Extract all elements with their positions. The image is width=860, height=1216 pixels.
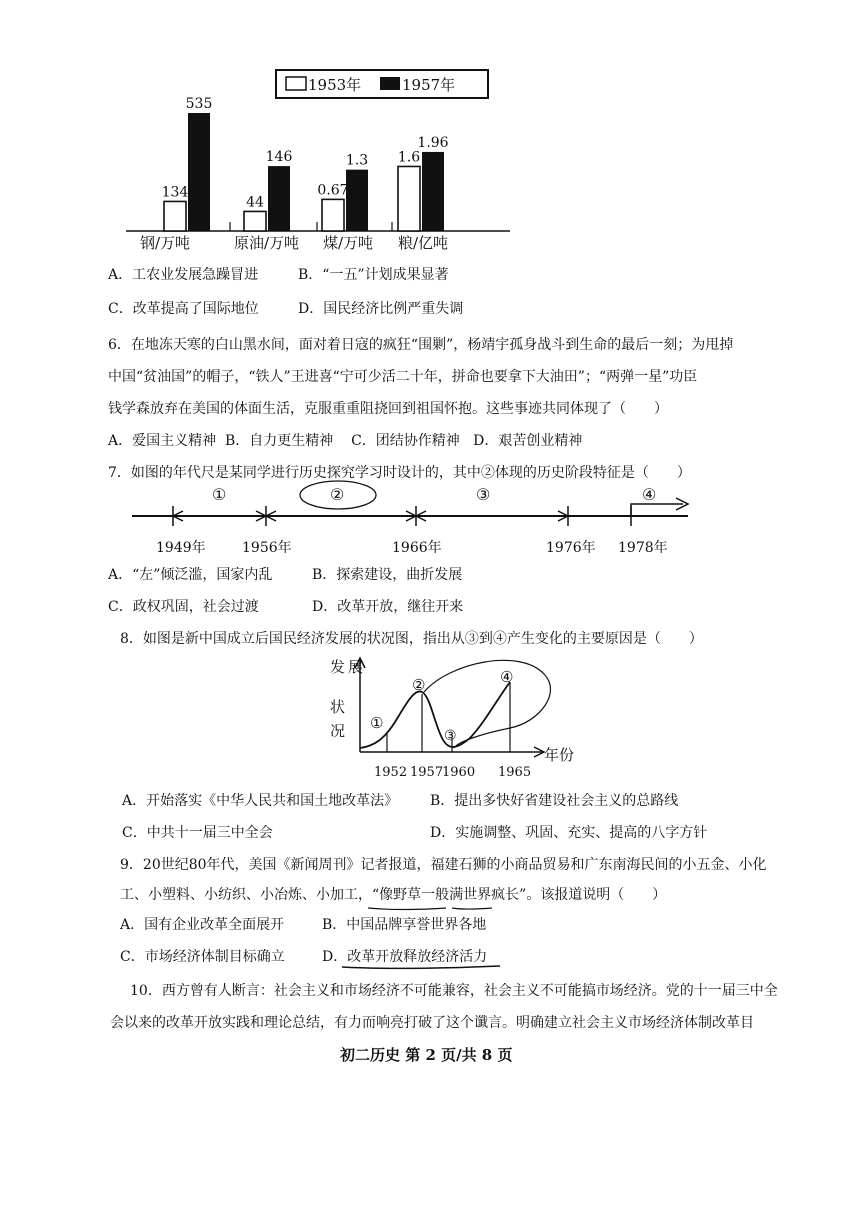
q9-option-b: B．中国品牌享誉世界各地 <box>322 917 487 933</box>
q6-line-1: 6．在地冻天寒的白山黑水间，面对着日寇的疯狂“围剿”，杨靖宇孤身战斗到生命的最后一刻；为甩掉 <box>108 337 734 353</box>
legend-1957: 1957年 <box>402 76 456 94</box>
category-label-coal: 煤/万吨 <box>323 234 374 252</box>
q8-stem: 8．如图是新中国成立后国民经济发展的状况图，指出从③到④产生变化的主要原因是（ ） <box>120 631 703 647</box>
q8-year-1960: 1960 <box>442 765 476 780</box>
q5-option-c: C．改革提高了国际地位 <box>108 301 259 317</box>
chart-legend <box>276 70 488 98</box>
q8-option-a: A．开始落实《中华人民共和国土地改革法》 <box>122 793 399 809</box>
q8-option-c: C．中共十一届三中全会 <box>122 825 273 841</box>
year-1966: 1966年 <box>392 540 442 556</box>
bar-label-1957-3: 1.96 <box>417 134 449 151</box>
segment-3: ③ <box>476 485 491 504</box>
q7-option-d: D．改革开放，继往开来 <box>312 599 464 615</box>
bar-label-1957-2: 1.3 <box>345 152 369 169</box>
q9-handwritten-underline <box>120 900 540 914</box>
point-4: ④ <box>500 668 514 686</box>
bar-1953-1 <box>244 211 266 231</box>
year-1976: 1976年 <box>546 540 596 556</box>
q7-option-c: C．政权巩固，社会过渡 <box>108 599 259 615</box>
q9-option-a: A．国有企业改革全面展开 <box>120 917 285 933</box>
point-2: ② <box>412 676 426 694</box>
q5-option-a: A．工农业发展急躁冒进 <box>108 267 259 283</box>
q8-option-d: D．实施调整、巩固、充实、提高的八字方针 <box>430 825 708 841</box>
bar-label-1957-1: 146 <box>265 149 293 166</box>
q7-option-b: B．探索建设，曲折发展 <box>312 567 463 583</box>
bar-1953-2 <box>322 199 344 231</box>
q9-line-1: 9．20世纪80年代，美国《新闻周刊》记者报道，福建石狮的小商品贸易和广东南海民间的小五金、小化 <box>120 857 767 873</box>
q9-line-2: 工、小塑料、小纺织、小冶炼、小加工，“像野草一般满世界疯长”。该报道说明（ ） <box>120 887 667 903</box>
q5-option-b: B．“一五”计划成果显著 <box>298 267 449 283</box>
ylabel-4: 况 <box>330 722 346 740</box>
point-3: ③ <box>444 728 457 744</box>
ylabel-1: 发 <box>330 658 346 676</box>
xlabel: 年份 <box>544 746 575 764</box>
q6-line-2: 中国“贫油国”的帽子，“铁人”王进喜“宁可少活二十年，拼命也要拿下大油田”；“两弹一星”功臣 <box>108 369 698 385</box>
segment-2: ② <box>330 485 345 504</box>
q5-option-d: D．国民经济比例严重失调 <box>298 301 464 317</box>
category-label-oil: 原油/万吨 <box>234 234 300 252</box>
year-1956: 1956年 <box>242 540 292 556</box>
ylabel-2: 展 <box>348 658 364 676</box>
q10-line-2: 会以来的改革开放实践和理论总结，有力而响亮打破了这个谶言。明确建立社会主义市场经济体制改革目 <box>110 1015 754 1031</box>
bar-label-1953-3: 1.6 <box>397 149 421 166</box>
q8-year-1965: 1965 <box>498 765 532 780</box>
bar-1957-3 <box>422 152 444 231</box>
segment-4: ④ <box>642 485 657 504</box>
q9-option-c: C．市场经济体制目标确立 <box>120 949 285 965</box>
q8-option-b: B．提出多快好省建设社会主义的总路线 <box>430 793 679 809</box>
q10-line-1: 10．西方曾有人断言：社会主义和市场经济不可能兼容，社会主义不可能搞市场经济。党的十一届三中全 <box>130 983 778 999</box>
year-1978: 1978年 <box>618 540 668 556</box>
bar-1953-3 <box>398 166 420 231</box>
q7-timeline <box>128 478 698 558</box>
segment-1: ① <box>212 485 227 504</box>
legend-1953: 1953年 <box>308 76 362 94</box>
point-1: ① <box>370 714 384 732</box>
ylabel-3: 状 <box>330 698 346 716</box>
q9-option-d: D．改革开放释放经济活力 <box>322 949 488 965</box>
q7-stem: 7．如图的年代尺是某同学进行历史探究学习时设计的，其中②体现的历史阶段特征是（ ） <box>108 465 691 481</box>
page-footer: 初二历史 第 2 页/共 8 页 <box>340 1046 513 1064</box>
bar-label-1953-0: 134 <box>161 184 189 201</box>
production-bar-chart <box>110 62 530 258</box>
bar-1957-0 <box>188 113 210 231</box>
bar-1953-0 <box>164 201 186 231</box>
q6-options: A．爱国主义精神 B．自力更生精神 C．团结协作精神 D．艰苦创业精神 <box>108 433 583 449</box>
q9-answer-underline <box>340 962 510 972</box>
q8-year-1957: 1957 <box>410 765 444 780</box>
q8-year-1952: 1952 <box>374 765 408 780</box>
bar-label-1953-2: 0.67 <box>317 182 349 199</box>
q6-line-3: 钱学森放弃在美国的体面生活，克服重重阻挠回到祖国怀抱。这些事迹共同体现了（ ） <box>108 401 668 417</box>
bar-1957-1 <box>268 166 290 231</box>
bar-1957-2 <box>346 170 368 231</box>
category-label-steel: 钢/万吨 <box>140 234 191 252</box>
bar-label-1953-1: 44 <box>246 194 264 211</box>
q8-development-curve <box>330 652 620 782</box>
bar-label-1957-0: 535 <box>185 96 213 112</box>
q7-option-a: A．“左”倾泛滥，国家内乱 <box>108 567 273 583</box>
category-label-grain: 粮/亿吨 <box>398 234 449 252</box>
year-1949: 1949年 <box>156 540 206 556</box>
